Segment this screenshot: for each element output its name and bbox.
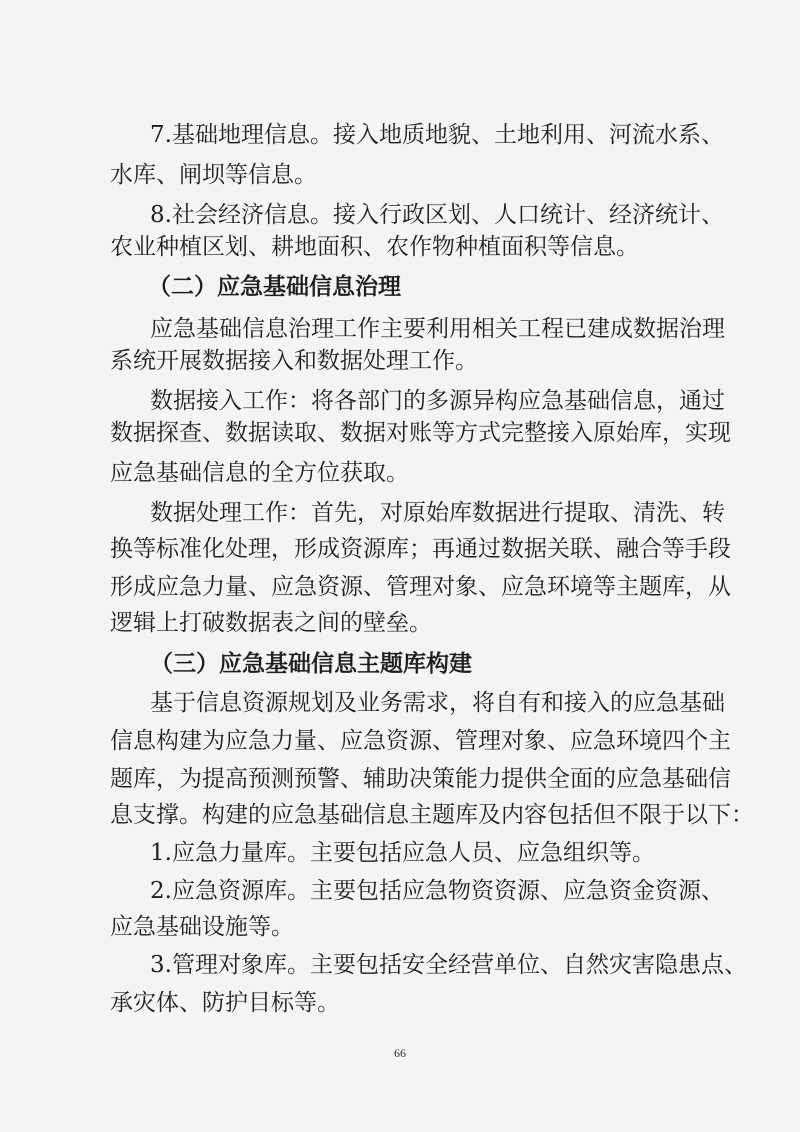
page-number: 66 <box>394 1046 406 1060</box>
list-item-management-object-library: 3.管理对象库。主要包括安全经营单位、自然灾害隐患点、 <box>150 952 747 978</box>
section-heading-3: （三）应急基础信息主题库构建 <box>150 650 472 677</box>
paragraph-line: 换等标准化处理，形成资源库；再通过数据关联、融合等手段 <box>110 536 731 562</box>
paragraph-theme-library: 基于信息资源规划及业务需求，将自有和接入的应急基础 <box>150 690 725 716</box>
paragraph-line: 逻辑上打破数据表之间的壁垒。 <box>110 610 432 636</box>
paragraph-data-processing: 数据处理工作：首先，对原始库数据进行提取、清洗、转 <box>150 500 725 526</box>
paragraph-data-access: 数据接入工作：将各部门的多源异构应急基础信息，通过 <box>150 388 725 414</box>
paragraph-socio-economic-info: 8.社会经济信息。接入行政区划、人口统计、经济统计、 <box>150 202 724 228</box>
list-item-resource-library: 2.应急资源库。主要包括应急物资资源、应急资金资源、 <box>150 878 724 904</box>
paragraph-line: 应急基础信息的全方位获取。 <box>110 460 409 486</box>
paragraph-line: 信息构建为应急力量、应急资源、管理对象、应急环境四个主 <box>110 728 731 754</box>
paragraph-line: 形成应急力量、应急资源、管理对象、应急环境等主题库，从 <box>110 574 731 600</box>
list-item-force-library: 1.应急力量库。主要包括应急人员、应急组织等。 <box>150 840 655 866</box>
section-heading-2: （二）应急基础信息治理 <box>148 273 401 300</box>
paragraph-basic-geo-info: 7.基础地理信息。接入地质地貌、土地利用、河流水系、 <box>150 122 724 148</box>
paragraph-line: 息支撑。构建的应急基础信息主题库及内容包括但不限于以下： <box>110 802 754 828</box>
paragraph-line: 水库、闸坝等信息。 <box>110 162 317 188</box>
paragraph-line: 题库，为提高预测预警、辅助决策能力提供全面的应急基础信 <box>110 766 731 792</box>
paragraph-line: 数据探查、数据读取、数据对账等方式完整接入原始库，实现 <box>110 420 731 446</box>
paragraph-line: 承灾体、防护目标等。 <box>110 990 340 1016</box>
paragraph-line: 农业种植区划、耕地面积、农作物种植面积等信息。 <box>110 234 639 260</box>
paragraph-governance-intro: 应急基础信息治理工作主要利用相关工程已建成数据治理 <box>150 316 725 342</box>
paragraph-line: 应急基础设施等。 <box>110 914 294 940</box>
paragraph-line: 系统开展数据接入和数据处理工作。 <box>110 348 478 374</box>
